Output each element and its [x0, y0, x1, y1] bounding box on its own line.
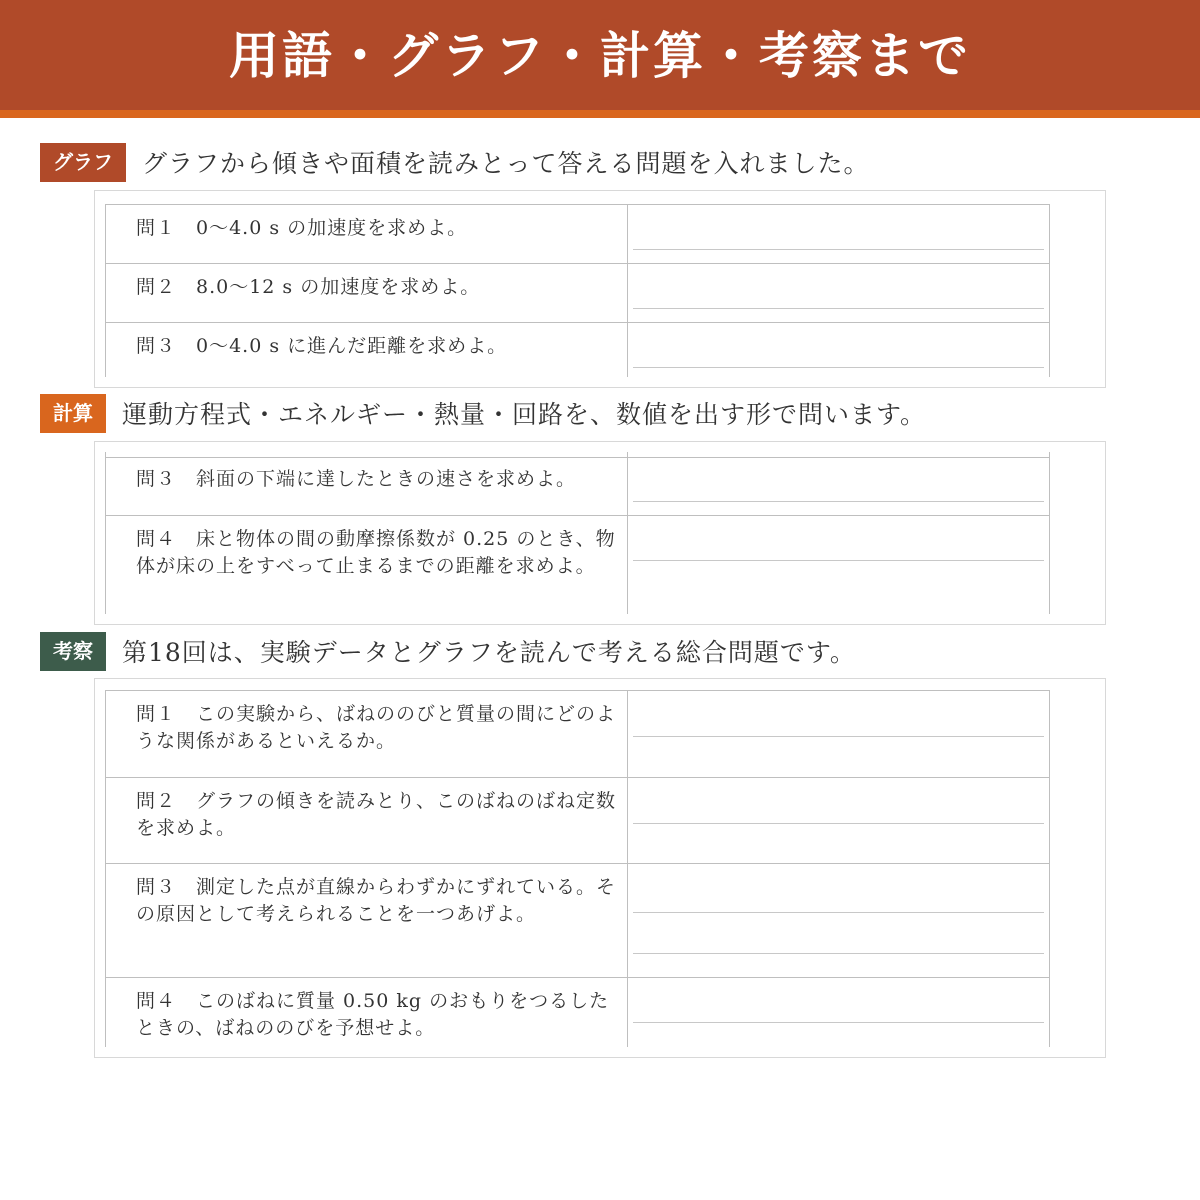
section-lead-graph: グラフから傾きや面積を読みとって答える問題を入れました。: [142, 149, 870, 178]
question-row: [106, 452, 1049, 516]
question-text: 問２ 8.0〜12 s の加速度を求めよ。: [136, 276, 481, 298]
column-divider: [627, 778, 628, 863]
question-table-consider: [105, 690, 1050, 1047]
section-lead-calc: 運動方程式・エネルギー・熱量・回路を、数値を出す形で問います。: [122, 400, 927, 429]
question-text: 問１ この実験から、ばねののびと質量の間にどのような関係があるといえるか。: [136, 703, 617, 752]
answer-line[interactable]: [633, 953, 1044, 954]
question-box-calc: [94, 441, 1106, 625]
question-row: [106, 516, 1049, 614]
section-tag-calc: 計算: [40, 394, 106, 433]
question-box-graph: [94, 190, 1106, 388]
question-table-calc: [105, 452, 1050, 614]
section-heading-graph: [40, 142, 870, 182]
question-text: 問３ 0〜4.0 s に進んだ距離を求めよ。: [136, 335, 508, 357]
answer-line[interactable]: [633, 501, 1044, 502]
section-tag-consider: 考察: [40, 632, 106, 671]
answer-line[interactable]: [633, 736, 1044, 737]
column-divider: [627, 452, 628, 515]
question-row: [106, 778, 1049, 864]
answer-line[interactable]: [633, 912, 1044, 913]
question-row: [106, 691, 1049, 778]
answer-line[interactable]: [633, 1022, 1044, 1023]
question-row: [106, 264, 1049, 323]
question-text: 問４ このばねに質量 0.50 kg のおもりをつるしたときの、ばねののびを予想せよ。: [136, 990, 610, 1039]
question-text: 問３ 斜面の下端に達したときの速さを求めよ。: [136, 468, 577, 490]
question-row: [106, 978, 1049, 1047]
question-row: [106, 323, 1049, 377]
column-divider: [627, 864, 628, 977]
column-divider: [627, 264, 628, 322]
section-lead-consider: 第18回は、実験データとグラフを読んで考える総合問題です。: [122, 638, 856, 667]
column-divider: [627, 691, 628, 777]
answer-line[interactable]: [633, 823, 1044, 824]
column-divider: [627, 516, 628, 614]
answer-line[interactable]: [633, 560, 1044, 561]
page-title: 用語・グラフ・計算・考察まで: [229, 27, 971, 85]
section-heading-calc: [40, 393, 926, 433]
column-divider: [627, 205, 628, 263]
question-table-graph: [105, 204, 1050, 377]
section-heading-consider: [40, 631, 856, 671]
answer-line[interactable]: [633, 249, 1044, 250]
question-box-consider: [94, 678, 1106, 1058]
section-tag-graph: グラフ: [40, 143, 126, 182]
column-divider: [627, 978, 628, 1047]
question-text: 問４ 床と物体の間の動摩擦係数が 0.25 のとき、物体が床の上をすべって止まるまでの距離を求めよ。: [136, 528, 616, 577]
question-text: 問３ 測定した点が直線からわずかにずれている。その原因として考えられることを一つあげよ。: [136, 876, 617, 925]
question-text: 問２ グラフの傾きを読みとり、このばねのばね定数を求めよ。: [136, 790, 617, 839]
question-text: 問１ 0〜4.0 s の加速度を求めよ。: [136, 217, 468, 239]
page-header: [0, 0, 1200, 118]
answer-line[interactable]: [633, 367, 1044, 368]
answer-line[interactable]: [633, 308, 1044, 309]
question-row: [106, 864, 1049, 978]
question-row: [106, 205, 1049, 264]
column-divider: [627, 323, 628, 377]
